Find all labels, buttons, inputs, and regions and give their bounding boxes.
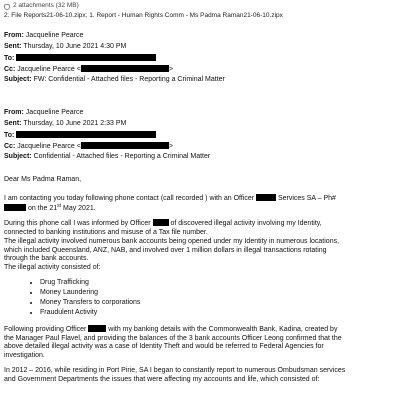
email-header-2	[4, 109, 394, 164]
redaction-block	[16, 131, 156, 138]
from-line: From: Jacqueline Pearce	[4, 109, 84, 116]
attachment-files[interactable]: 2. File Reports21-06-10.zipx; 1. Report - Human Rights Comm - Ms Padma Raman21-06-10.zipx	[4, 12, 283, 19]
redaction-block	[88, 325, 106, 332]
cc-line: Cc: Jacqueline Pearce < >	[4, 143, 173, 150]
redaction-block	[81, 65, 169, 72]
paragraph-4: In 2012 – 2016, while residing in Port Pirie, SA I began to constantly report to numerous Ombudsman services and Government Departments the issues that were affecting my accounts and life, which consisted of:	[4, 366, 346, 383]
to-line: To:	[4, 54, 394, 65]
attachments-summary[interactable]	[4, 2, 394, 11]
redaction-block	[153, 219, 169, 226]
paragraph-3: Following providing Officer with my banking details with the Commonwealth Bank, Kadina, created by the Manager Paul Flavel, and providing the balances of the 3 bank accounts Officer Leong confirmed that the above detailed illegal activity was a case of Identity Theft and would be referred to Federal Agencies for investigation.	[4, 325, 342, 359]
paragraph-1: I am contacting you today following phone contact (call recorded ) with an Officer Services SA – Ph# on the 21st May 2021.	[4, 194, 336, 212]
subject-line: Subject: Confidential - Attached files - Reporting a Criminal Matter	[4, 153, 211, 160]
sent-line: Sent: Thursday, 10 June 2021 2:33 PM	[4, 120, 127, 127]
redaction-block	[81, 142, 169, 149]
illegal-activity-list	[4, 279, 394, 319]
attachments-summary-label: 2 attachments (32 MB)	[13, 2, 79, 10]
salutation: Dear Ms Padma Raman,	[4, 176, 82, 183]
subject-line: Subject: FW: Confidential - Attached files - Reporting a Criminal Matter	[4, 76, 225, 83]
sent-line: Sent: Thursday, 10 June 2021 4:30 PM	[4, 43, 127, 50]
paragraph-2: During this phone call I was informed by Officer of discovered illegal activity involving my Identity, connected to banking institutions and misuse of a Tax file number. The illegal activity involved numerous bank accounts being opened under my Identity in numerous locations, which included Queensland, ANZ, NAB, and involved over 1 million dollars in illegal transactions rotating through the bank accounts. The illegal activity consisted of:	[4, 220, 340, 271]
list-item: • Fraudulent Activity	[40, 309, 394, 319]
from-line: From: Jacqueline Pearce	[4, 32, 84, 39]
redaction-block	[256, 194, 276, 201]
redaction-block	[4, 204, 26, 211]
list-item: • Money Laundering	[40, 289, 394, 299]
redaction-block	[16, 54, 156, 61]
cc-line: Cc: Jacqueline Pearce < >	[4, 66, 173, 73]
to-line: To:	[4, 131, 394, 142]
list-item: • Money Transfers to corporations	[40, 299, 394, 309]
paperclip-icon	[4, 4, 10, 10]
list-item: • Drug Trafficking	[40, 279, 394, 289]
email-header-1	[4, 32, 394, 87]
